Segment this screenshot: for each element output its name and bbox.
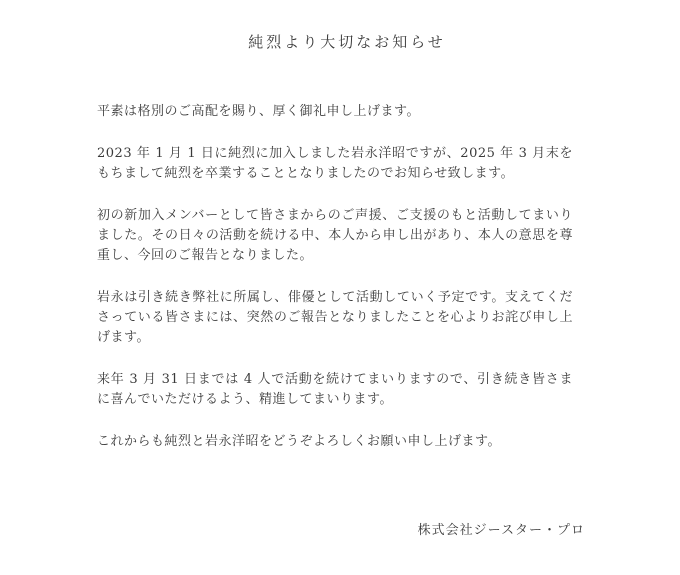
paragraph-greeting: 平素は格別のご高配を賜り、厚く御礼申し上げます。 xyxy=(97,104,420,119)
document-body xyxy=(97,102,573,474)
paragraph-background: 初の新加入メンバーとして皆さまからのご声援、ご支援のもと活動してまいりました。その日々の活動を続ける中、本人から申し出があり、本人の意思を尊重し、今回のご報告となりました。 xyxy=(97,208,573,263)
paragraph-graduation-announcement: 2023 年 1 月 1 日に純烈に加入しました岩永洋昭ですが、2025 年 3 月末をもちまして純烈を卒業することとなりましたのでお知らせ致します。 xyxy=(97,146,573,181)
company-signature: 株式会社ジースター・プロ xyxy=(417,523,585,538)
paragraph-closing: これからも純烈と岩永洋昭をどうぞよろしくお願い申し上げます。 xyxy=(97,434,501,449)
document-title: 純烈より大切なお知らせ xyxy=(248,33,446,51)
paragraph-future-plans-apology: 岩永は引き続き弊社に所属し、俳優として活動していく予定です。支えてくださっている皆さまには、突然のご報告となりましたことを心よりお詫び申し上げます。 xyxy=(97,290,573,345)
paragraph-remaining-activities: 来年 3 月 31 日までは 4 人で活動を続けてまいりますので、引き続き皆さまに喜んでいただけるよう、精進してまいります。 xyxy=(97,372,573,407)
